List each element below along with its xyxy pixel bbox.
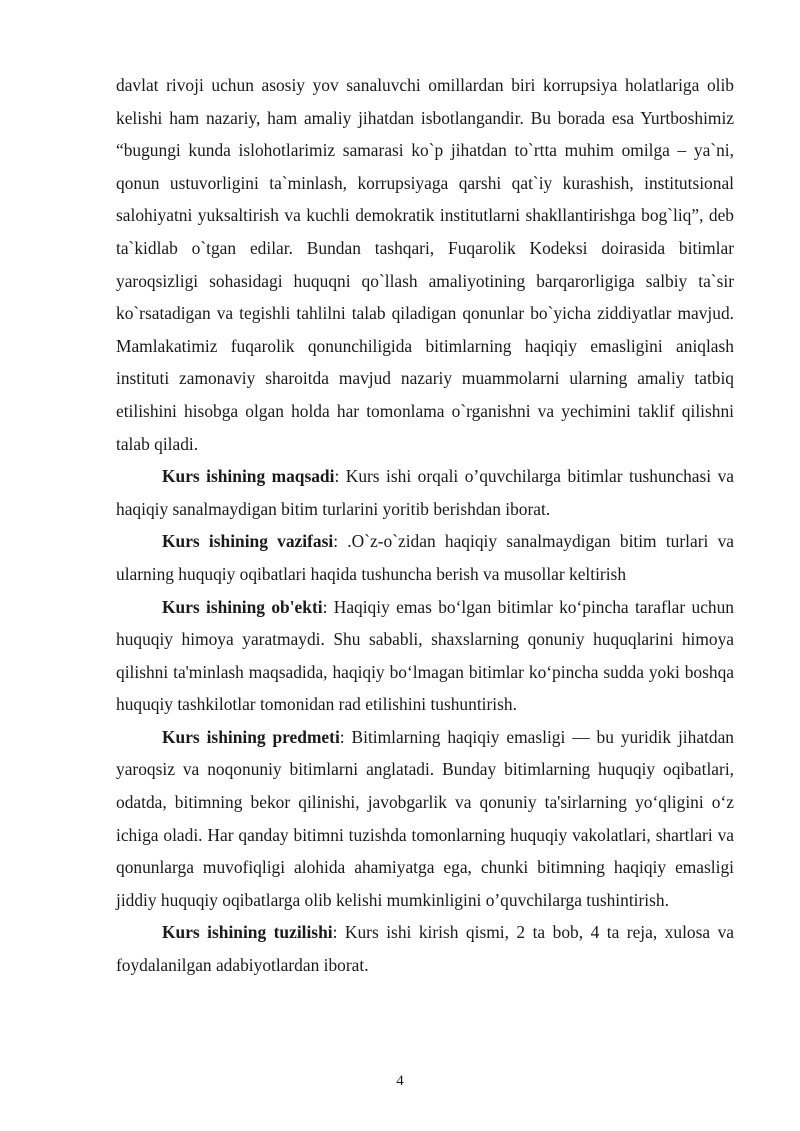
intro-paragraph: davlat rivoji uchun asosiy yov sanaluvchi omillardan biri korrupsiya holatlariga olib kelishi ham nazariy, ham amaliy jihatdan isbotlangandir. Bu borada esa Yurtboshimiz “bugungi kunda islohotlarimiz samarasi ko`p jihatdan to`rtta muhim omilga – ya`ni, qonun ustuvorligini ta`minlash, korrupsiyaga qarshi qat`iy kurashish, institutsional salohiyatni yuksaltirish va kuchli demokratik institutlarni shakllantirishga bog`liq”, deb ta`kidlab o`tgan edilar. Bundan tashqari, Fuqarolik Kodeksi doirasida bitimlar yaroqsizligi sohasidagi huquqni qo`llash amaliyotining barqarorligiga salbiy ta`sir ko`rsatadigan va tegishli tahlilni talab qiladigan qonunlar bo`yicha ziddiyatlar mavjud. Mamlakatimiz fuqarolik qonunchiligida bitimlarning haqiqiy emasligini aniqlash instituti zamonaviy sharoitda mavjud nazariy muammolarni ularning amaliy tatbiq etilishini hisobga olgan holda har tomonlama o`rganishni va yechimini taklif qilishni talab qiladi.	[116, 75, 734, 454]
body-text	[116, 69, 734, 982]
page-number: 4	[396, 1073, 404, 1089]
object-heading: Kurs ishining ob'ekti	[162, 596, 323, 617]
tasks-heading: Kurs ishining vazifasi	[162, 531, 334, 552]
tasks-text: : .O`z-o`zidan haqiqiy sanalmaydigan bitim turlari va ularning huquqiy oqibatlari haqida tushuncha berish va musollar keltirish	[116, 531, 734, 584]
tasks-paragraph	[116, 525, 734, 590]
goal-text: : Kurs ishi orqali o’quvchilarga bitimlar tushunchasi va haqiqiy sanalmaydigan bitim turlarini yoritib berishdan iborat.	[116, 466, 734, 519]
object-paragraph	[116, 591, 734, 721]
goal-paragraph	[116, 460, 734, 525]
structure-text: : Kurs ishi kirish qismi, 2 ta bob, 4 ta reja, xulosa va foydalanilgan adabiyotlardan iborat.	[116, 922, 734, 976]
structure-paragraph	[116, 916, 734, 981]
subject-heading: Kurs ishining predmeti	[162, 726, 340, 747]
object-text: : Haqiqiy emas bo‘lgan bitimlar ko‘pincha taraflar uchun huquqiy himoya yaratmaydi. Shu sababli, shaxslarning qonuniy huquqlarini himoya qilishni ta'minlash maqsadida, haqiqiy bo‘lmagan bitimlar ko‘pincha sudda yoki boshqa huquqiy tashkilotlar tomonidan rad etilishini tushuntirish.	[116, 596, 735, 715]
goal-heading: Kurs ishining maqsadi	[162, 466, 335, 487]
structure-heading: Kurs ishining tuzilishi	[162, 922, 333, 943]
subject-text: : Bitimlarning haqiqiy emasligi — bu yuridik jihatdan yaroqsiz va noqonuniy bitimlarni anglatadi. Bunday bitimlarning huquqiy oqibatlari, odatda, bitimning bekor qilinishi, javobgarlik va qonuniy ta'sirlarning yo‘qligini o‘z ichiga oladi. Har qanday bitimni tuzishda tomonlarning huquqiy vakolatlari, shartlari va qonunlarga muvofiqligi alohida ahamiyatga ega, chunki bitimning haqiqiy emasligi jiddiy huquqiy oqibatlarga olib kelishi mumkinligini o’quvchilarga tushintirish.	[116, 726, 734, 910]
subject-paragraph	[116, 721, 734, 917]
